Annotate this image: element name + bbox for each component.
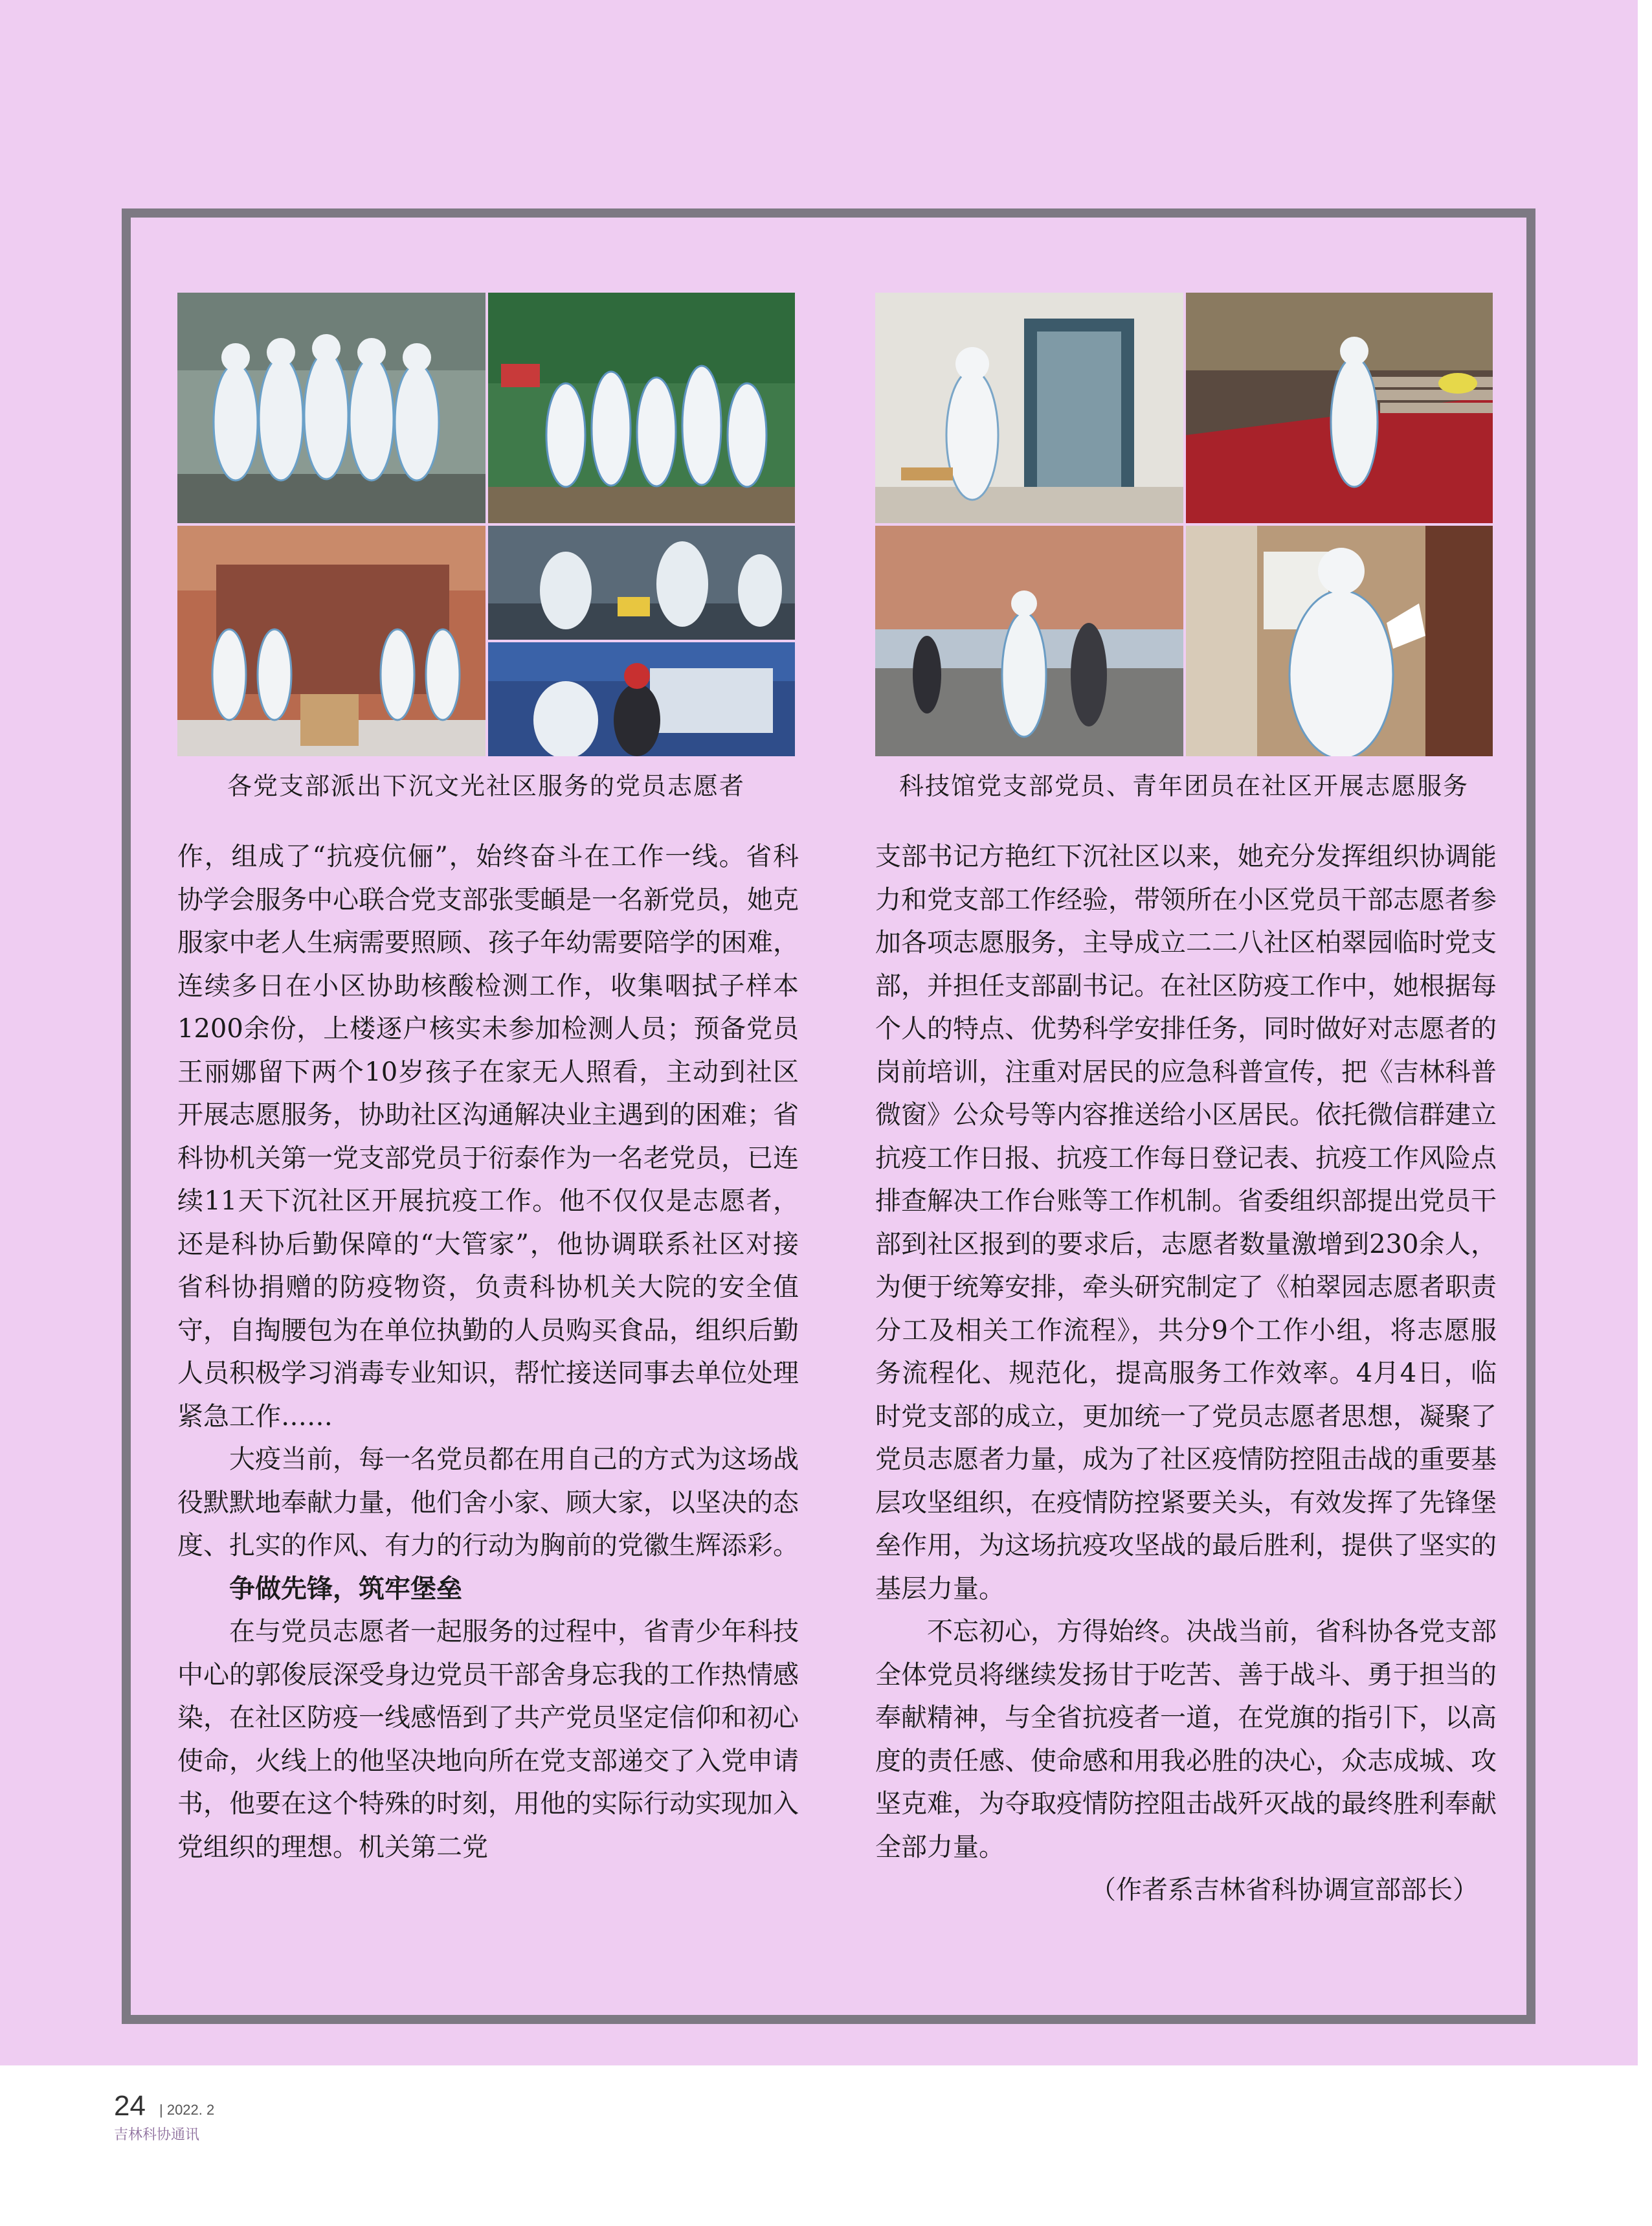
volunteer-group-photo bbox=[177, 293, 486, 523]
volunteer-checking-notice-photo bbox=[1186, 526, 1493, 756]
magazine-name: 吉林科协通讯 bbox=[114, 2127, 200, 2143]
section-heading: 争做先锋，筑牢堡垒 bbox=[229, 1573, 462, 1604]
left-photo-caption: 各党支部派出下沉文光社区服务的党员志愿者 bbox=[227, 772, 745, 800]
volunteers-with-supplies-photo bbox=[177, 526, 486, 756]
paragraph: 大疫当前，每一名党员都在用自己的方式为这场战役默默地奉献力量，他们舍小家、顾大家，以坚决的态度、扎实的作风、有力的行动为胸前的党徽生辉添彩。 bbox=[177, 1445, 799, 1560]
article-left-column bbox=[177, 835, 799, 1869]
paragraph: 作，组成了“抗疫伉俪”，始终奋斗在工作一线。省科协学会服务中心联合党支部张雯頔是一名新党员，她克服家中老人生病需要照顾、孩子年幼需要陪学的困难，连续多日在小区协助核酸检测工作，收集咽拭子样本1200余份，上楼逐户核实未参加检测人员；预备党员王丽娜留下两个10岁孩子在家无人照看，主动到社区开展志愿服务，协助社区沟通解决业主遇到的困难；省科协机关第一党支部党员于衍泰作为一名老党员，已连续11天下沉社区开展抗疫工作。他不仅仅是志愿者，还是科协后勤保障的“大管家”，他协调联系社区对接省科协捐赠的防疫物资，负责科协机关大院的安全值守，自掏腰包为在单位执勤的人员购买食品，组织后勤人员积极学习消毒专业知识，帮忙接送同事去单位处理紧急工作…… bbox=[177, 842, 799, 1432]
issue-date: | 2022. 2 bbox=[159, 2102, 215, 2118]
paragraph: 在与党员志愿者一起服务的过程中，省青少年科技中心的郭俊辰深受身边党员干部舍身忘我的工作热情感染，在社区防疫一线感悟到了共产党员坚定信仰和初心使命，火线上的他坚决地向所在党支部递交了入党申请书，他要在这个特殊的时刻，用他的实际行动实现加入党组织的理想。机关第二党 bbox=[177, 1617, 799, 1862]
testing-station-photo bbox=[488, 526, 795, 640]
page-number: 24 bbox=[114, 2090, 146, 2122]
red-carpet-stairs-photo bbox=[1186, 293, 1493, 523]
paragraph: 支部书记方艳红下沉社区以来，她充分发挥组织协调能力和党支部工作经验，带领所在小区党员干部志愿者参加各项志愿服务，主导成立二二八社区柏翠园临时党支部，并担任支部副书记。在社区防疫工作中，她根据每个人的特点、优势科学安排任务，同时做好对志愿者的岗前培训，注重对居民的应急科普宣传，把《吉林科普微窗》公众号等内容推送给小区居民。依托微信群建立抗疫工作日报、抗疫工作每日登记表、抗疫工作风险点排查解决工作台账等工作机制。省委组织部提出党员干部到社区报到的要求后，志愿者数量激增到230余人，为便于统筹安排，牵头研究制定了《柏翠园志愿者职责分工及相关工作流程》，共分9个工作小组，将志愿服务流程化、规范化，提高服务工作效率。4月4日，临时党支部的成立，更加统一了党员志愿者思想，凝聚了党员志愿者力量，成为了社区疫情防控阻击战的重要基层攻坚组织，在疫情防控紧要关头，有效发挥了先锋堡垒作用，为这场抗疫攻坚战的最后胜利，提供了坚实的基层力量。 bbox=[875, 842, 1497, 1604]
paragraph: 不忘初心，方得始终。决战当前，省科协各党支部全体党员将继续发扬甘于吃苦、善于战斗、勇于担当的奉献精神，与全省抗疫者一道，在党旗的指引下，以高度的责任感、使命感和用我必胜的决心，众志成城、攻坚克难，为夺取疫情防控阻击战歼灭战的最终胜利奉献全部力量。 bbox=[875, 1617, 1497, 1862]
street-walk-photo bbox=[875, 526, 1183, 756]
right-photo-caption: 科技馆党支部党员、青年团员在社区开展志愿服务 bbox=[899, 772, 1469, 800]
article-right-column bbox=[875, 835, 1497, 1912]
volunteer-cheer-photo bbox=[488, 293, 795, 523]
author-byline: （作者系吉林省科协调宣部部长） bbox=[1090, 1875, 1479, 1905]
science-museum-entrance-photo bbox=[875, 293, 1183, 523]
service-window-photo bbox=[488, 642, 795, 756]
